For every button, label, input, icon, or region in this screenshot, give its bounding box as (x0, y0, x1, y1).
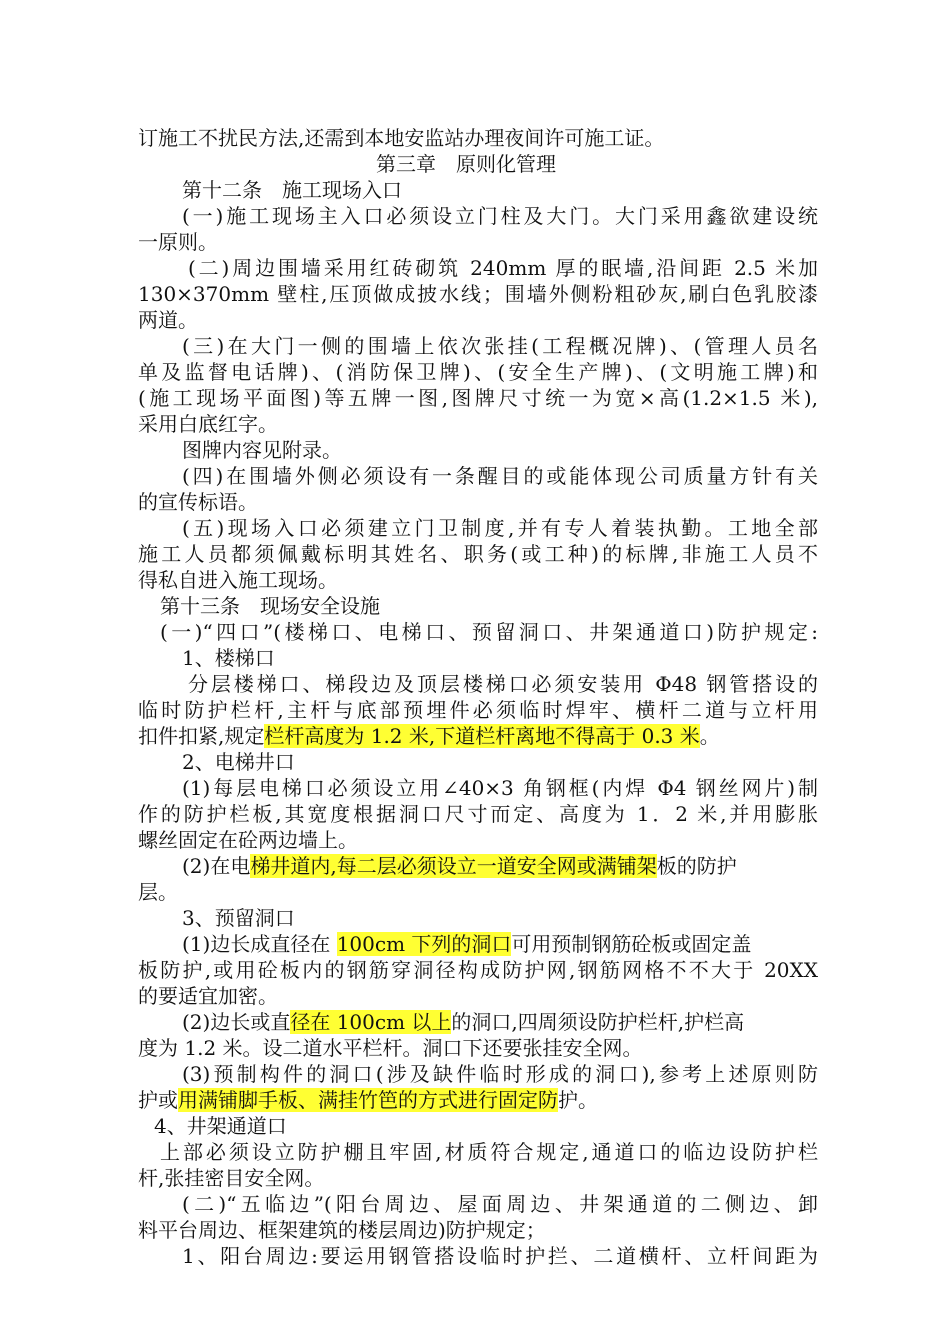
text-line: (2)在电梯井道内,每二层必须设立一道安全网或满铺架板的防护 (182, 854, 737, 878)
text-line: 得私自进入施工现场。 (138, 568, 338, 592)
text-line: 单及监督电话牌)、(消防保卫牌)、(安全生产牌)、(文明施工牌)和 (138, 360, 818, 384)
highlighted-text: 栏杆高度为 1.2 米,下道栏杆离地不得高于 0.3 米 (264, 724, 700, 748)
text-line: (一)“四口”(楼梯口、电梯口、预留洞口、井架通道口)防护规定: (160, 620, 818, 644)
text-line: 施工人员都须佩戴标明其姓名、职务(或工种)的标牌,非施工人员不 (138, 542, 818, 566)
subheading: 4、井架通道口 (154, 1114, 287, 1138)
text-line: 临时防护栏杆,主杆与底部预埋件必须临时焊牢、横杆二道与立杆用 (138, 698, 818, 722)
text-line: (三)在大门一侧的围墙上依次张挂(工程概况牌)、(管理人员名 (182, 334, 818, 358)
highlighted-text: 径在 100cm 以上 (290, 1010, 452, 1034)
text-line: 采用白底红字。 (138, 412, 278, 436)
highlighted-text: 100cm 下列的洞口 (336, 932, 512, 956)
text-line: 杆,张挂密目安全网。 (138, 1166, 325, 1190)
text-line: 1、阳台周边:要运用钢管搭设临时护拦、二道横杆、立杆间距为 (182, 1244, 818, 1268)
text-line: 上部必须设立防护棚且牢固,材质符合规定,通道口的临边设防护栏 (160, 1140, 818, 1164)
text-line: (二)周边围墙采用红砖砌筑 240mm 厚的眠墙,沿间距 2.5 米加 (188, 256, 818, 280)
text-line: 料平台周边、框架建筑的楼层周边)防护规定； (138, 1218, 546, 1242)
text-line: 螺丝固定在砼两边墙上。 (138, 828, 358, 852)
article-heading: 第十二条 施工现场入口 (182, 178, 402, 202)
text-line: 分层楼梯口、梯段边及顶层楼梯口必须安装用 Φ48 钢管搭设的 (188, 672, 818, 696)
subheading: 3、预留洞口 (182, 906, 295, 930)
subheading: 1、楼梯口 (182, 646, 275, 670)
text-line: (一)施工现场主入口必须设立门柱及大门。大门采用鑫欲建设统 (182, 204, 818, 228)
text-line: 订施工不扰民方法,还需到本地安监站办理夜间许可施工证。 (138, 126, 665, 150)
text-line: 两道。 (138, 308, 198, 332)
highlighted-text: 用满铺脚手板、满挂竹笆的方式进行固定防 (178, 1088, 558, 1112)
article-heading: 第十三条 现场安全设施 (160, 594, 380, 618)
text-line: 的要适宜加密。 (138, 984, 278, 1008)
text-line: (1)边长成直径在 100cm 下列的洞口可用预制钢筋砼板或固定盖 (182, 932, 752, 956)
subheading: 2、电梯井口 (182, 750, 295, 774)
text-line: 扣件扣紧,规定栏杆高度为 1.2 米,下道栏杆离地不得高于 0.3 米。 (138, 724, 720, 748)
text-line: (四)在围墙外侧必须设有一条醒目的或能体现公司质量方针有关 (182, 464, 818, 488)
chapter-heading: 第三章 原则化管理 (376, 152, 556, 176)
text-line: (五)现场入口必须建立门卫制度,并有专人着装执勤。工地全部 (182, 516, 818, 540)
text-line: 板防护,或用砼板内的钢筋穿洞径构成防护网,钢筋网格不不大于 20XX (138, 958, 818, 982)
text-line: 130×370mm 壁柱,压顶做成披水线；围墙外侧粉粗砂灰,刷白色乳胶漆 (138, 282, 818, 306)
text-line: 图牌内容见附录。 (182, 438, 342, 462)
text-line: 度为 1.2 米。设二道水平栏杆。洞口下还要张挂安全网。 (138, 1036, 643, 1060)
text-line: (二)“五临边”(阳台周边、屋面周边、井架通道的二侧边、卸 (182, 1192, 818, 1216)
text-line: 一原则。 (138, 230, 218, 254)
text-line: (施工现场平面图)等五牌一图,图牌尺寸统一为宽×高(1.2×1.5 米), (138, 386, 818, 410)
text-line: (2)边长或直径在 100cm 以上的洞口,四周须设防护栏杆,护栏高 (182, 1010, 745, 1034)
text-line: 的宣传标语。 (138, 490, 258, 514)
text-line: 护或用满铺脚手板、满挂竹笆的方式进行固定防护。 (138, 1088, 598, 1112)
highlighted-text: 梯井道内,每二层必须设立一道安全网或满铺架 (250, 854, 657, 878)
text-line: 作的防护栏板,其宽度根据洞口尺寸而定、高度为 1．2 米,并用膨胀 (138, 802, 818, 826)
text-line: (1)每层电梯口必须设立用∠40×3 角钢框(内焊 Φ4 钢丝网片)制 (182, 776, 818, 800)
text-line: (3)预制构件的洞口(涉及缺件临时形成的洞口),参考上述原则防 (182, 1062, 818, 1086)
text-line: 层。 (138, 880, 178, 904)
